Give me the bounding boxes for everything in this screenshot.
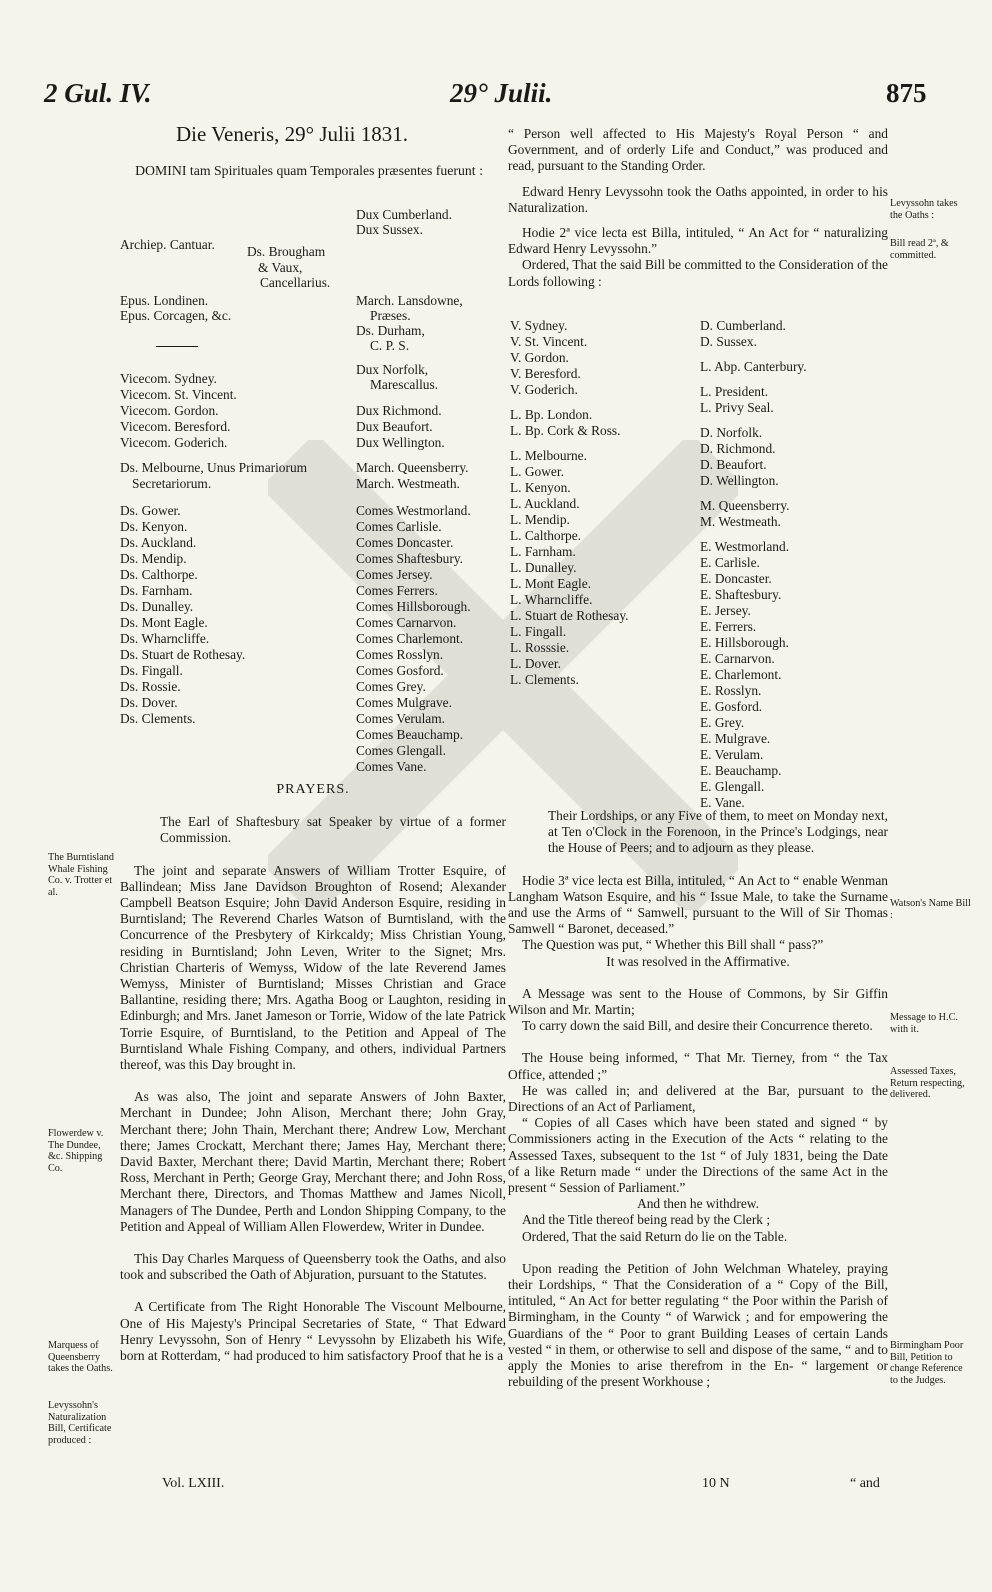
present-name: Dux Sussex.: [356, 222, 423, 237]
ordered-lie-entry: Ordered, That the said Return do lie on the Table.: [522, 1228, 788, 1244]
levyssohn-oaths-entry: Edward Henry Levyssohn took the Oaths appointed, in order to his Naturalization.: [508, 183, 888, 215]
committee-member: V. Gordon.: [510, 350, 569, 365]
left-column: [120, 782, 506, 1364]
committee-member: L. Dunalley.: [510, 560, 577, 575]
baron-name: Ds. Fingall.: [120, 663, 183, 678]
committee-member: L. Calthorpe.: [510, 528, 582, 543]
committee-member: V. Goderich.: [510, 382, 578, 397]
present-name: March. Westmeath.: [356, 476, 460, 491]
committee-member: V. Beresford.: [510, 366, 581, 381]
earl-name: Comes Hillsborough.: [356, 599, 471, 614]
list-spacer: [700, 375, 807, 384]
present-name: Marescallus.: [370, 377, 439, 392]
earl-name: Comes Carlisle.: [356, 519, 442, 534]
present-name: Vicecom. Sydney.: [120, 371, 217, 386]
present-name: Vicecom. Beresford.: [120, 419, 231, 434]
present-name: Ds. Melbourne, Unus Primariorum: [120, 460, 308, 475]
committee-member: E. Jersey.: [700, 603, 751, 618]
earl-name: Comes Grey.: [356, 679, 426, 694]
earl-name: Comes Jersey.: [356, 567, 433, 582]
committee-member: E. Vane.: [700, 795, 745, 810]
committee-member: L. Melbourne.: [510, 448, 587, 463]
committee-member: L. Dover.: [510, 656, 561, 671]
earl-name: Comes Beauchamp.: [356, 727, 464, 742]
list-spacer: [510, 439, 629, 448]
speaker-entry: The Earl of Shaftesbury sat Speaker by virtue of a former Commission.: [160, 814, 506, 846]
committee-member: L. Kenyon.: [510, 480, 571, 495]
present-name: Dux Norfolk,: [356, 362, 429, 377]
present-name: Dux Beaufort.: [356, 419, 433, 434]
baron-name: Ds. Farnham.: [120, 583, 193, 598]
committee-member: D. Norfolk.: [700, 425, 763, 440]
present-name: Vicecom. St. Vincent.: [120, 387, 237, 402]
committee-member: L. President.: [700, 384, 769, 399]
committee-member: L. Mendip.: [510, 512, 570, 527]
margin-note-flowerdew: Flowerdew v. The Dundee, &c. Shipping Co.: [48, 1128, 104, 1174]
baron-name: Ds. Stuart de Rothesay.: [120, 647, 246, 662]
prayers-heading: PRAYERS.: [276, 782, 350, 797]
present-barons-list: [120, 503, 245, 727]
committee-member: E. Mulgrave.: [700, 731, 771, 746]
committee-member: M. Queensberry.: [700, 498, 790, 513]
volume-footer: Vol. LXIII.: [162, 1476, 225, 1491]
earl-name: Comes Westmorland.: [356, 503, 471, 518]
resolved-entry: It was resolved in the Affirmative.: [606, 953, 790, 969]
margin-note-assessed-taxes: Assessed Taxes, Return respecting, delivered.: [890, 1066, 965, 1101]
called-in-entry: He was called in; and delivered at the Bar, pursuant to the Directions of an Act of Parliament,: [508, 1082, 888, 1115]
present-name: Epus. Londinen.: [120, 293, 209, 308]
flowerdew-entry: As was also, The joint and separate Answers of John Baxter, Merchant in Dundee; John Alison, Merchant there; John Gray, Merchant there; John Thain, Merchant there; Andrew Low, Merchant there; James Crockatt, Merchant there; James Hay, Merchant there; David Baxter, Merchant there; David Martin, Merchant there; Robert Ross, Merchant in Perth; George Gray, Merchant there; and John Ross, Merchant there, Directors, and Thomas Matthew and James Nicoll, Managers of The Dundee, Perth and London Shipping Company, to the Petition and Appeal of William Allen Flowerdew, Writer in Dundee.: [120, 1089, 506, 1234]
margin-note-levyssohn-certificate: Levyssohn's Naturalization Bill, Certificate produced :: [48, 1400, 112, 1446]
present-name: Archiep. Cantuar.: [120, 237, 215, 252]
committee-member: E. Carlisle.: [700, 555, 760, 570]
present-name: & Vaux,: [258, 260, 303, 275]
burntisland-entry: The joint and separate Answers of William Trotter Esquire, of Ballindean; Miss Jane Davidson Broughton of Rosend; Alexander Campbell Beatson Esquire; John David Anderson Esquire, residing in Burntisland; The Reverend Charles Watson of Burntisland, with the Concurrence of the Presbytery of Kirkcaldy; Miss Christian Young, residing in Burntisland; John Leven, Writer to the Signet; Mrs. Christian Charteris of Wemyss, Widow of the late Reverend James Wemyss, Minister of Burntisland; Misses Christian and Grace Ballantine, residing there; Mrs. Agatha Boog or Laughton, residing in Edinburgh; and Mrs. Janet Jameson or Torrie, Widow of the late Patrick Torrie Esquire, of Burntisland, to the Petition and Appeal of The Burntisland Whale Fishing Company, and others, individual Partners thereof, was this Day brought in.: [120, 862, 506, 1073]
baron-name: Ds. Calthorpe.: [120, 567, 198, 582]
earl-name: Comes Vane.: [356, 759, 427, 774]
ordered-committed-entry: Ordered, That the said Bill be committed to the Consideration of the Lords following :: [508, 257, 888, 289]
present-name: Dux Cumberland.: [356, 207, 452, 222]
signature-mark: 10 N: [702, 1476, 730, 1491]
margin-note-burntisland: The Burntisland Whale Fishing Co. v. Trotter et al.: [48, 852, 114, 898]
committee-member: D. Cumberland.: [700, 318, 786, 333]
certificate-entry: A Certificate from The Right Honorable The Viscount Melbourne, One of His Majesty's Principal Secretaries of State, “ That Edward Henry Levyssohn, Son of Henry “ Levyssohn by Elizabeth his Wife, born at Rotterdam, “ had produced to him satisfactory Proof that he is a: [120, 1299, 506, 1364]
running-head-date: 29° Julii.: [450, 78, 553, 108]
baron-name: Ds. Kenyon.: [120, 519, 188, 534]
present-heading: DOMINI tam Spirituales quam Temporales præsentes fuerunt :: [135, 163, 483, 178]
earl-name: Comes Shaftesbury.: [356, 551, 463, 566]
catchword: “ and: [850, 1476, 880, 1491]
earl-name: Comes Doncaster.: [356, 535, 454, 550]
title-read-entry: And the Title thereof being read by the Clerk ;: [522, 1212, 771, 1228]
present-name: C. P. S.: [370, 338, 410, 353]
baron-name: Ds. Rossie.: [120, 679, 181, 694]
carry-entry: To carry down the said Bill, and desire their Concurrence thereto.: [522, 1018, 873, 1034]
committee-member: E. Grey.: [700, 715, 745, 730]
watson-bill-entry: Hodie 3ª vice lecta est Billa, intituled, “ An Act to “ enable Wenman Langham Watson Esquire, and his “ Issue Male, to take the Surname and use the Arms of “ Samwell, pursuant to the Will of Sir Thomas Samwell “ Baronet, deceased.”: [508, 872, 888, 937]
present-name: Epus. Corcagen, &c.: [120, 308, 232, 323]
present-name: Ds. Brougham: [247, 244, 326, 259]
committee-member: V. Sydney.: [510, 318, 568, 333]
list-spacer: [700, 530, 807, 539]
committee-member: E. Shaftesbury.: [700, 587, 782, 602]
margin-note-message: Message to H.C. with it.: [890, 1012, 958, 1035]
earl-name: Comes Rosslyn.: [356, 647, 444, 662]
committee-member: E. Hillsborough.: [700, 635, 789, 650]
page-number: 875: [886, 78, 927, 108]
committee-list-right: [700, 318, 807, 811]
present-name: March. Lansdowne,: [356, 293, 463, 308]
certificate-continuation: “ Person well affected to His Majesty's Royal Person “ and Government, and of orderly Life and Conduct,” was produced and read, pursuant to the Standing Order.: [508, 126, 888, 174]
margin-note-queensberry: Marquess of Queensberry takes the Oaths.: [48, 1340, 113, 1375]
committee-member: E. Verulam.: [700, 747, 764, 762]
right-column-upper: [508, 126, 888, 290]
committee-member: D. Sussex.: [700, 334, 757, 349]
earl-name: Comes Mulgrave.: [356, 695, 452, 710]
baron-name: Ds. Dover.: [120, 695, 178, 710]
list-spacer: [510, 398, 629, 407]
committee-member: D. Wellington.: [700, 473, 779, 488]
session-title: Die Veneris, 29° Julii 1831.: [176, 122, 408, 146]
present-name: March. Queensberry.: [356, 460, 469, 475]
earl-name: Comes Charlemont.: [356, 631, 464, 646]
baron-name: Ds. Gower.: [120, 503, 181, 518]
baron-name: Ds. Wharncliffe.: [120, 631, 210, 646]
committee-member: E. Charlemont.: [700, 667, 782, 682]
present-name: Ds. Durham,: [356, 323, 425, 338]
committee-member: E. Gosford.: [700, 699, 763, 714]
present-name: Dux Wellington.: [356, 435, 445, 450]
withdrew-entry: And then he withdrew.: [637, 1196, 759, 1212]
earl-name: Comes Carnarvon.: [356, 615, 457, 630]
list-spacer: [700, 416, 807, 425]
committee-member: E. Rosslyn.: [700, 683, 762, 698]
committee-member: L. Fingall.: [510, 624, 567, 639]
committee-member: L. Wharncliffe.: [510, 592, 593, 607]
question-entry: The Question was put, “ Whether this Bill shall “ pass?”: [522, 937, 824, 953]
present-name: Vicecom. Gordon.: [120, 403, 219, 418]
committee-member: L. Bp. Cork & Ross.: [510, 423, 621, 438]
committee-member: L. Farnham.: [510, 544, 576, 559]
committee-list-left: [510, 318, 629, 688]
committee-member: L. Stuart de Rothesay.: [510, 608, 629, 623]
baron-name: Ds. Mont Eagle.: [120, 615, 208, 630]
earl-name: Comes Ferrers.: [356, 583, 438, 598]
second-reading-entry: Hodie 2ª vice lecta est Billa, intituled, “ An Act for “ naturalizing Edward Henry Levyssohn.”: [508, 225, 888, 257]
margin-note-bill-read: Bill read 2ª, & committed.: [890, 238, 949, 261]
message-entry: A Message was sent to the House of Commons, by Sir Giffin Wilson and Mr. Martin;: [508, 985, 888, 1018]
margin-note-levyssohn-oaths: Levyssohn takes the Oaths :: [890, 198, 958, 221]
present-name: Vicecom. Goderich.: [120, 435, 228, 450]
list-spacer: [700, 350, 807, 359]
committee-member: L. Rosssie.: [510, 640, 570, 655]
earl-name: Comes Glengall.: [356, 743, 447, 758]
committee-member: L. Auckland.: [510, 496, 580, 511]
baron-name: Ds. Clements.: [120, 711, 196, 726]
queensberry-oaths-entry: This Day Charles Marquess of Queensberry took the Oaths, and also took and subscribed the Oath of Abjuration, pursuant to the Statutes.: [120, 1251, 506, 1283]
committee-member: E. Glengall.: [700, 779, 765, 794]
committee-member: L. Clements.: [510, 672, 579, 687]
committee-member: E. Beauchamp.: [700, 763, 782, 778]
committee-member: L. Bp. London.: [510, 407, 593, 422]
present-name: Cancellarius.: [260, 275, 331, 290]
committee-member: E. Doncaster.: [700, 571, 772, 586]
copies-entry: “ Copies of all Cases which have been stated and signed “ by Commissioners acting in the Execution of the Acts “ relating to the Assessed Taxes, subsequent to the 1st “ of July 1831, being the Date of a like Return made “ under the Directions of the same Act in the present “ Session of Parliament.”: [508, 1115, 888, 1196]
margin-note-birmingham: Birmingham Poor Bill, Petition to change Reference to the Judges.: [890, 1340, 964, 1386]
committee-member: E. Westmorland.: [700, 539, 790, 554]
tierney-entry: The House being informed, “ That Mr. Tierney, from “ the Tax Office, attended ;”: [508, 1050, 888, 1082]
present-name: Præses.: [370, 308, 411, 323]
present-name: Dux Richmond.: [356, 403, 442, 418]
committee-member: V. St. Vincent.: [510, 334, 588, 349]
present-earls-list: [356, 503, 471, 775]
present-name: Secretariorum.: [132, 476, 212, 491]
running-head-regnal-year: 2 Gul. IV.: [44, 78, 152, 108]
whateley-petition-entry: Upon reading the Petition of John Welchman Whateley, praying their Lordships, “ That the Consideration of a “ Copy of the Bill, intituled, “ An Act for better regulating “ the Poor within the Parish of Birmingham, in the County “ of Warwick ; and for empowering the Guardians of the “ Poor to grant Building Leases of certain Lands vested “ in them, or otherwise to sell and dispose of the same, “ and to apply the Monies to arise therefrom in the En- “ largement or rebuilding of the present Workhouse ;: [508, 1260, 888, 1390]
committee-member: L. Abp. Canterbury.: [700, 359, 807, 374]
committee-member: E. Carnarvon.: [700, 651, 775, 666]
committee-member: D. Beaufort.: [700, 457, 767, 472]
baron-name: Ds. Dunalley.: [120, 599, 194, 614]
right-column-lower: [508, 808, 888, 1391]
earl-name: Comes Verulam.: [356, 711, 446, 726]
baron-name: Ds. Mendip.: [120, 551, 187, 566]
committee-member: L. Privy Seal.: [700, 400, 774, 415]
committee-member: L. Gower.: [510, 464, 564, 479]
committee-meeting-entry: Their Lordships, or any Five of them, to meet on Monday next, at Ten o'Clock in the Forenoon, in the Prince's Lodgings, near the House of Peers; and to adjourn as they please.: [548, 808, 888, 856]
committee-member: L. Mont Eagle.: [510, 576, 592, 591]
earl-name: Comes Gosford.: [356, 663, 444, 678]
committee-member: D. Richmond.: [700, 441, 776, 456]
baron-name: Ds. Auckland.: [120, 535, 197, 550]
margin-note-watson: Watson's Name Bill :: [890, 898, 971, 921]
committee-member: M. Westmeath.: [700, 514, 781, 529]
committee-member: E. Ferrers.: [700, 619, 757, 634]
list-spacer: [700, 489, 807, 498]
divider-rule: [156, 346, 198, 347]
